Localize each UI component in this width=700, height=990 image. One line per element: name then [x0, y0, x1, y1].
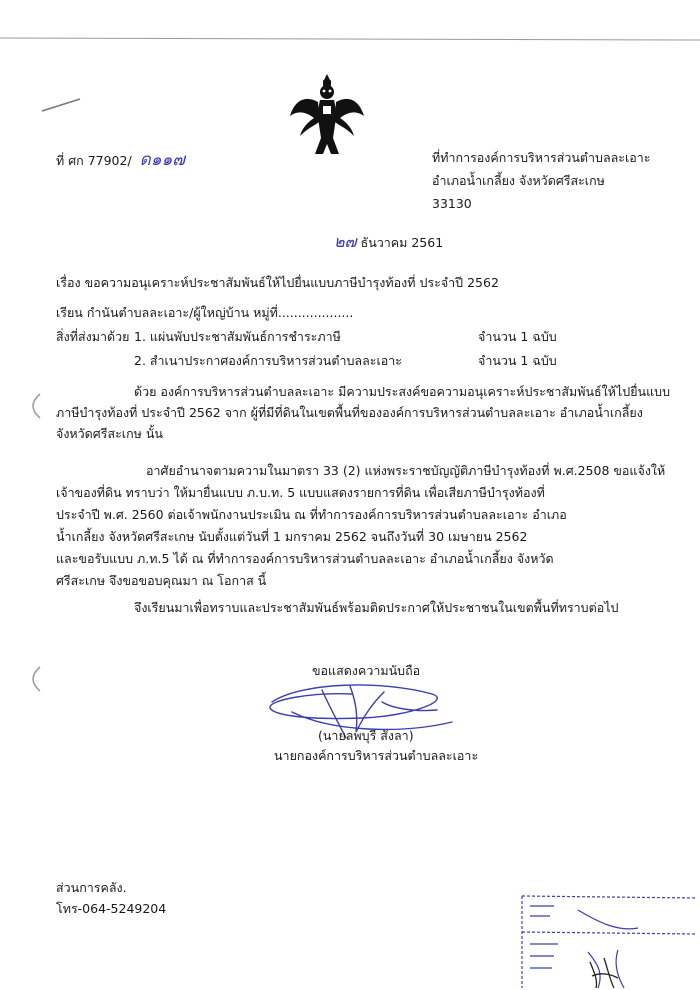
- body-paragraph-1-line-1: ด้วย องค์การบริหารส่วนตำบลละเอาะ มีความประสงค์ขอความอนุเคราะห์ประชาสัมพันธ์ให้ไปยื่นแบบ: [134, 384, 671, 399]
- letter-subject: เรื่อง ขอความอนุเคราะห์ประชาสัมพันธ์ให้ไปยื่นแบบภาษีบำรุงท้องที่ ประจำปี 2562: [56, 275, 499, 290]
- scan-artifact-dash: [40, 95, 90, 115]
- body-paragraph-2: [56, 460, 666, 592]
- body-paragraph-2-line-3: ประจำปี พ.ศ. 2560 ต่อเจ้าพนักงานประเมิน ณ ที่ทำการองค์การบริหารส่วนตำบลละเอาะ อำเภอ: [56, 507, 567, 522]
- body-paragraph-2-line-1: อาศัยอำนาจตามความในมาตรา 33 (2) แห่งพระราชบัญญัติภาษีบำรุงท้องที่ พ.ศ.2508 ขอแจ้งให้: [146, 463, 666, 478]
- reference-prefix: ที่ ศก 77902/: [56, 153, 132, 168]
- scan-artifact-top: [0, 0, 700, 60]
- receipt-stamp-icon: [518, 892, 700, 990]
- signatory-position: นายกองค์การบริหารส่วนตำบลละเอาะ: [274, 748, 479, 763]
- letter-date: [334, 230, 443, 255]
- footer-department: ส่วนการคลัง.: [56, 880, 127, 895]
- body-paragraph-1-line-2: ภาษีบำรุงท้องที่ ประจำปี 2562 จาก ผู้ที่มีที่ดินในเขตพื้นที่ขององค์การบริหารส่วนตำบลละเอาะ อำเภอน้ำเกลี้ยง: [56, 405, 643, 420]
- footer-phone: โทร-064-5249204: [56, 901, 167, 916]
- punch-hole-mark-2: [24, 665, 44, 695]
- signatory-name: (นายลพบุรี สังลา): [318, 728, 414, 743]
- body-paragraph-1: [56, 381, 671, 444]
- enclosure-item-2: 2. สำเนาประกาศองค์การบริหารส่วนตำบลละเอาะ: [134, 353, 402, 368]
- body-paragraph-2-line-6: ศรีสะเกษ จึงขอขอบคุณมา ณ โอกาส นี้: [56, 573, 267, 588]
- body-paragraph-3: จึงเรียนมาเพื่อทราบและประชาสัมพันธ์พร้อมติดประกาศให้ประชาชนในเขตพื้นที่ทราบต่อไป: [134, 600, 619, 615]
- address-line-2: อำเภอน้ำเกลี้ยง จังหวัดศรีสะเกษ: [432, 173, 605, 188]
- body-paragraph-2-line-5: และขอรับแบบ ภ.ท.5 ได้ ณ ที่ทำการองค์การบริหารส่วนตำบลละเอาะ อำเภอน้ำเกลี้ยง จังหวัด: [56, 551, 554, 566]
- enclosure-item-1-qty: จำนวน 1 ฉบับ: [478, 329, 557, 344]
- date-month-year: ธันวาคม 2561: [360, 235, 444, 250]
- body-paragraph-2-line-2: เจ้าของที่ดิน ทราบว่า ให้มายื่นแบบ ภ.บ.ท. 5 แบบแสดงรายการที่ดิน เพื่อเสียภาษีบำรุงท้องที่: [56, 485, 545, 500]
- letter-salutation: เรียน กำนันตำบลละเอาะ/ผู้ใหญ่บ้าน หมู่ที่...................: [56, 305, 354, 320]
- closing-greeting: ขอแสดงความนับถือ: [312, 663, 421, 678]
- reference-number-handwritten: ด๑๑๗: [139, 150, 186, 170]
- enclosure-item-1: 1. แผ่นพับประชาสัมพันธ์การชำระภาษี: [134, 329, 341, 344]
- enclosure-item-2-qty: จำนวน 1 ฉบับ: [478, 353, 557, 368]
- reference-number: [56, 146, 185, 173]
- garuda-emblem-icon: [288, 72, 366, 158]
- enclosures-label: สิ่งที่ส่งมาด้วย: [56, 329, 130, 344]
- body-paragraph-2-line-4: น้ำเกลี้ยง จังหวัดศรีสะเกษ นับตั้งแต่วันที่ 1 มกราคม 2562 จนถึงวันที่ 30 เมษายน 2562: [56, 529, 528, 544]
- sender-address: [432, 146, 651, 215]
- address-line-1: ที่ทำการองค์การบริหารส่วนตำบลละเอาะ: [432, 150, 651, 165]
- punch-hole-mark-1: [24, 392, 44, 422]
- date-day-handwritten: ๒๗: [334, 232, 357, 251]
- body-paragraph-1-line-3: จังหวัดศรีสะเกษ นั้น: [56, 426, 163, 441]
- address-line-3: 33130: [432, 196, 472, 211]
